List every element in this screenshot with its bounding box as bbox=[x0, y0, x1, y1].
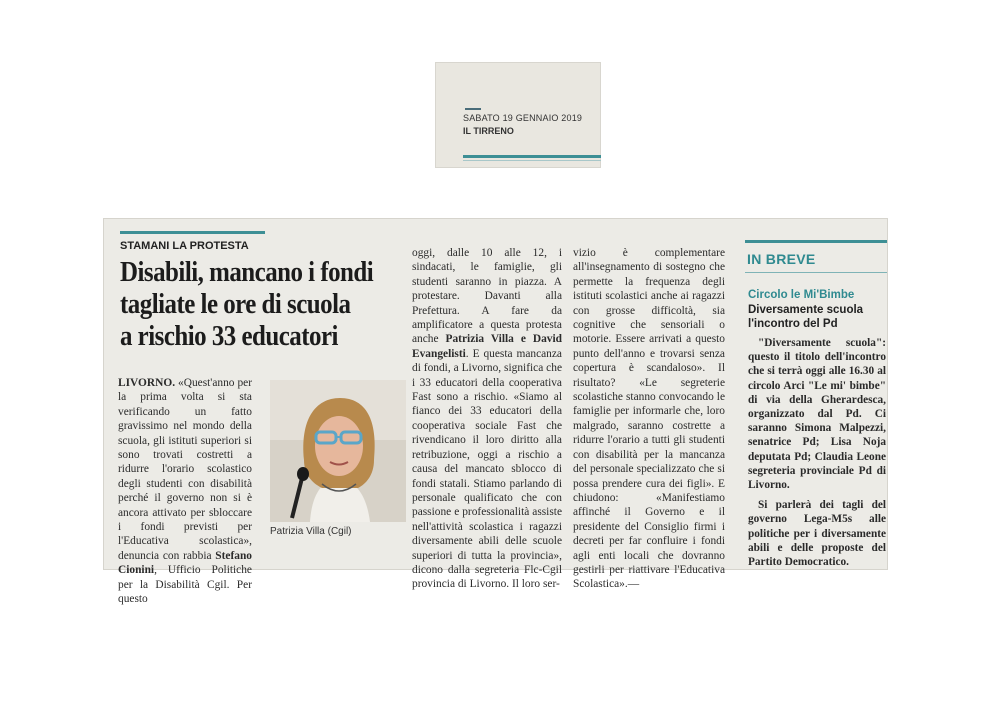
headline-line-2: tagliate le ore di scuola bbox=[120, 288, 351, 320]
headline-line-1: Disabili, mancano i fondi bbox=[120, 256, 374, 288]
article-column-1 bbox=[118, 376, 252, 607]
dateline-accent-rule bbox=[463, 155, 601, 158]
dateline-clipping bbox=[435, 62, 601, 168]
brief-paragraph-2: Si parlerà dei tagli del governo Lega-M5s alle politiche per i diversamente abili e delle proposte del Partito Democratico. bbox=[748, 499, 886, 569]
brief-paragraph-1: "Diversamente scuola": questo il titolo dell'incontro che si terrà oggi alle 16.30 al circolo Arci "Le mi' bimbe" di via della Gherardesca, organizzato dal Pd. Ci saranno Simona Malpezzi, senatrice Pd; Lisa Noja deputata Pd; Claudia Leone segreteria provinciale Pd di Livorno. bbox=[748, 337, 886, 492]
article-kicker: STAMANI LA PROTESTA bbox=[120, 240, 249, 252]
column-3-names: Patrizia Villa e David Evangelisti bbox=[412, 333, 562, 360]
article-headline bbox=[120, 256, 410, 352]
kicker-rule bbox=[120, 231, 265, 234]
brief-heading: IN BREVE bbox=[747, 251, 816, 267]
dateline-date: SABATO 19 GENNAIO 2019 bbox=[463, 113, 583, 123]
column-3-text-b: . E questa mancanza di fondi, a Livorno, significa che i 33 educatori della cooperativa Fast sono a rischio. «Siamo al fianco dei 33 educatori della cooperativa sociale Fast che rivendicano il loro diritto alla retribuzione, oggi a rischio a causa del mancato sblocco di fondi statali. Stiamo parlando di personale qualificato che con passione e professionalità assiste nell'attività scolastica i ragazzi diversamente abili delle scuole superiori di tutta la provincia», dicono dalla segreteria Flc-Cgil provincia di Livorno. Il loro ser- bbox=[412, 347, 562, 591]
article-photo bbox=[270, 380, 406, 522]
dateline-rule bbox=[465, 108, 481, 110]
brief-subhead: Circolo le Mi'Bimbe bbox=[748, 289, 855, 301]
brief-title: Diversamente scuola l'incontro del Pd bbox=[748, 304, 864, 330]
dateline-thin-rule bbox=[463, 160, 601, 161]
photo-caption: Patrizia Villa (Cgil) bbox=[270, 526, 352, 537]
headline-line-3: a rischio 33 educatori bbox=[120, 320, 338, 352]
column-1-name: Stefano Cionini bbox=[118, 549, 252, 577]
article-column-4: vizio è complementare all'insegnamento di sostegno che permette la frequenza degli istituti scolastici anche ai ragazzi con grosse difficoltà, sia cognitive che sensoriali o motorie. Essere arrivati a questo punto dell'anno e trovarsi senza copertura è scandaloso». Il risultato? «Le segreterie scolastiche stanno convocando le famiglie per informarle che, loro malgrado, saranno costrette a ridurre l'orario a tutti gli studenti con disabilità per la mancanza del personale specializzato che si possa prendere cura dei figli». E chiudono: «Manifestiamo affinché il Governo e il presidente del Consiglio firmi i decreti per far confluire i fondi agli enti locali che dovranno gestirli per riattivare l'Educativa Scolastica».— bbox=[573, 247, 725, 591]
column-1-text-a: «Quest'anno per la prima volta si sta verificando un fatto gravissimo nel mondo della scuola, gli istituti superiori si sono trovati costretti a ridurre l'orario scolastico degli studenti con disabilità perché il governo non si è ancora attivato per sbloccare i fondi previsti per l'Educativa scolastica», denuncia con rabbia bbox=[118, 377, 252, 562]
column-3-text-a: oggi, dalle 10 alle 12, i sindacati, le famiglie, gli studenti saranno in piazza. A protestare. Davanti alla Prefettura. A fare da amplificatore a questa protesta anche bbox=[412, 247, 562, 346]
article-clipping bbox=[103, 218, 888, 606]
brief-body bbox=[748, 336, 886, 569]
brief-top-rule bbox=[745, 240, 887, 243]
portrait-image bbox=[270, 380, 406, 522]
article-column-3 bbox=[412, 246, 562, 592]
column-1-text-b: , Ufficio Politiche per la Disabilità Cgil. Per questo bbox=[118, 564, 252, 606]
brief-bottom-rule bbox=[745, 272, 887, 273]
dateline-paper-name: IL TIRRENO bbox=[463, 126, 514, 136]
article-dateline-place: LIVORNO. bbox=[118, 377, 176, 389]
